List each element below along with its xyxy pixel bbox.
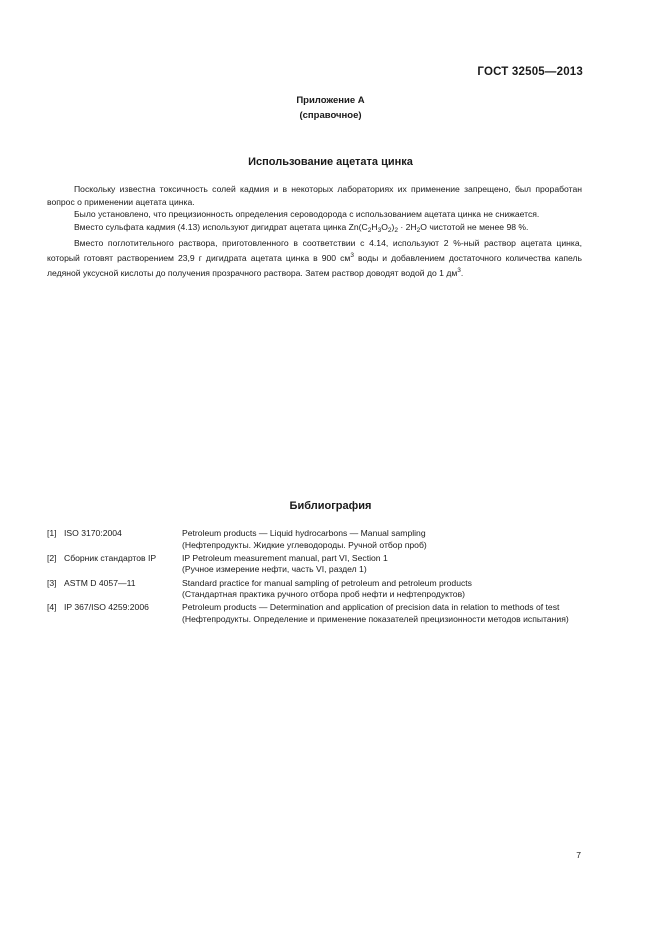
text: . (460, 267, 464, 278)
item-number: [2] (47, 552, 57, 563)
item-code: Сборник стандартов IP (64, 552, 157, 563)
item-number: [3] (47, 577, 57, 588)
paragraph-formula (47, 221, 582, 238)
text: H (371, 221, 378, 232)
item-description (182, 553, 582, 576)
bibliography-item (47, 553, 582, 576)
text: O чистотой не менее 98 %. (420, 221, 529, 232)
item-description (182, 528, 582, 551)
subscript: 2 (394, 226, 399, 234)
paragraph (47, 237, 582, 279)
description-line: (Стандартная практика ручного отбора проб нефти и нефтепродуктов) (182, 589, 466, 600)
text: O (381, 221, 388, 232)
bibliography-item (47, 528, 582, 551)
description-line: Petroleum products — Liquid hydrocarbons — Manual sampling (182, 528, 426, 538)
text: ) (391, 221, 395, 232)
item-number: [1] (47, 528, 57, 538)
bibliography-item (47, 578, 582, 601)
paragraph: Поскольку известна токсичность солей кадмия и в некоторых лабораториях их применение запрещено, был проработан вопрос о применении ацетата цинка. (47, 184, 582, 207)
description-line: (Ручное измерение нефти, часть VI, раздел 1) (182, 564, 367, 575)
superscript: 3 (350, 251, 354, 259)
description-line: Petroleum products — Determination and application of precision data in relation to methods of test (182, 602, 560, 613)
bibliography-title: Библиография (289, 500, 372, 512)
subscript: 2 (387, 226, 392, 234)
item-description (182, 602, 582, 625)
bibliography-item (47, 602, 582, 625)
text: воды и добавлением достаточного количества капель ледяной уксусной кислоты до получения прозрачного раствора. Затем раствор доводят водой до 1 дм (47, 252, 582, 278)
standard-code: ГОСТ 32505—2013 (477, 66, 583, 78)
superscript: 3 (457, 266, 461, 274)
page-number: 7 (576, 850, 581, 860)
item-code: ASTM D 4057—11 (64, 577, 136, 588)
item-number: [4] (47, 602, 57, 613)
item-code: IP 367/ISO 4259:2006 (64, 602, 149, 613)
paragraph: Было установлено, что прецизионность определения сероводорода с использованием ацетата цинка не снижается. (74, 209, 540, 220)
annex-title: Приложение А (296, 95, 365, 106)
item-description (182, 578, 582, 601)
annex-subtitle: (справочное) (299, 110, 362, 121)
description-line: Standard practice for manual sampling of petroleum and petroleum products (182, 577, 472, 588)
description-line: (Нефтепродукты. Определение и применение показателей прецизионности методов испытания) (182, 613, 569, 624)
text: Вместо поглотительного раствора, приготовленного в соответствии с 4.14, используют 2 %-ный раствор ацетата цинка, который готовят растворением 23,9 г дигидрата ацетата цинка в 900 см (47, 238, 582, 263)
annex-heading: Использование ацетата цинка (248, 156, 413, 168)
bibliography-list (47, 528, 582, 627)
subscript: 2 (367, 226, 372, 234)
description-line: (Нефтепродукты. Жидкие углеводороды. Ручной отбор проб) (182, 539, 427, 550)
description-line: IP Petroleum measurement manual, part VI, Section 1 (182, 552, 388, 563)
item-code: ISO 3170:2004 (64, 528, 122, 538)
subscript: 2 (416, 226, 421, 234)
text: Вместо сульфата кадмия (4.13) используют дигидрат ацетата цинка Zn(C (74, 221, 368, 232)
annex-body (47, 183, 582, 279)
subscript: 3 (377, 226, 382, 234)
text: · 2H (398, 221, 417, 232)
